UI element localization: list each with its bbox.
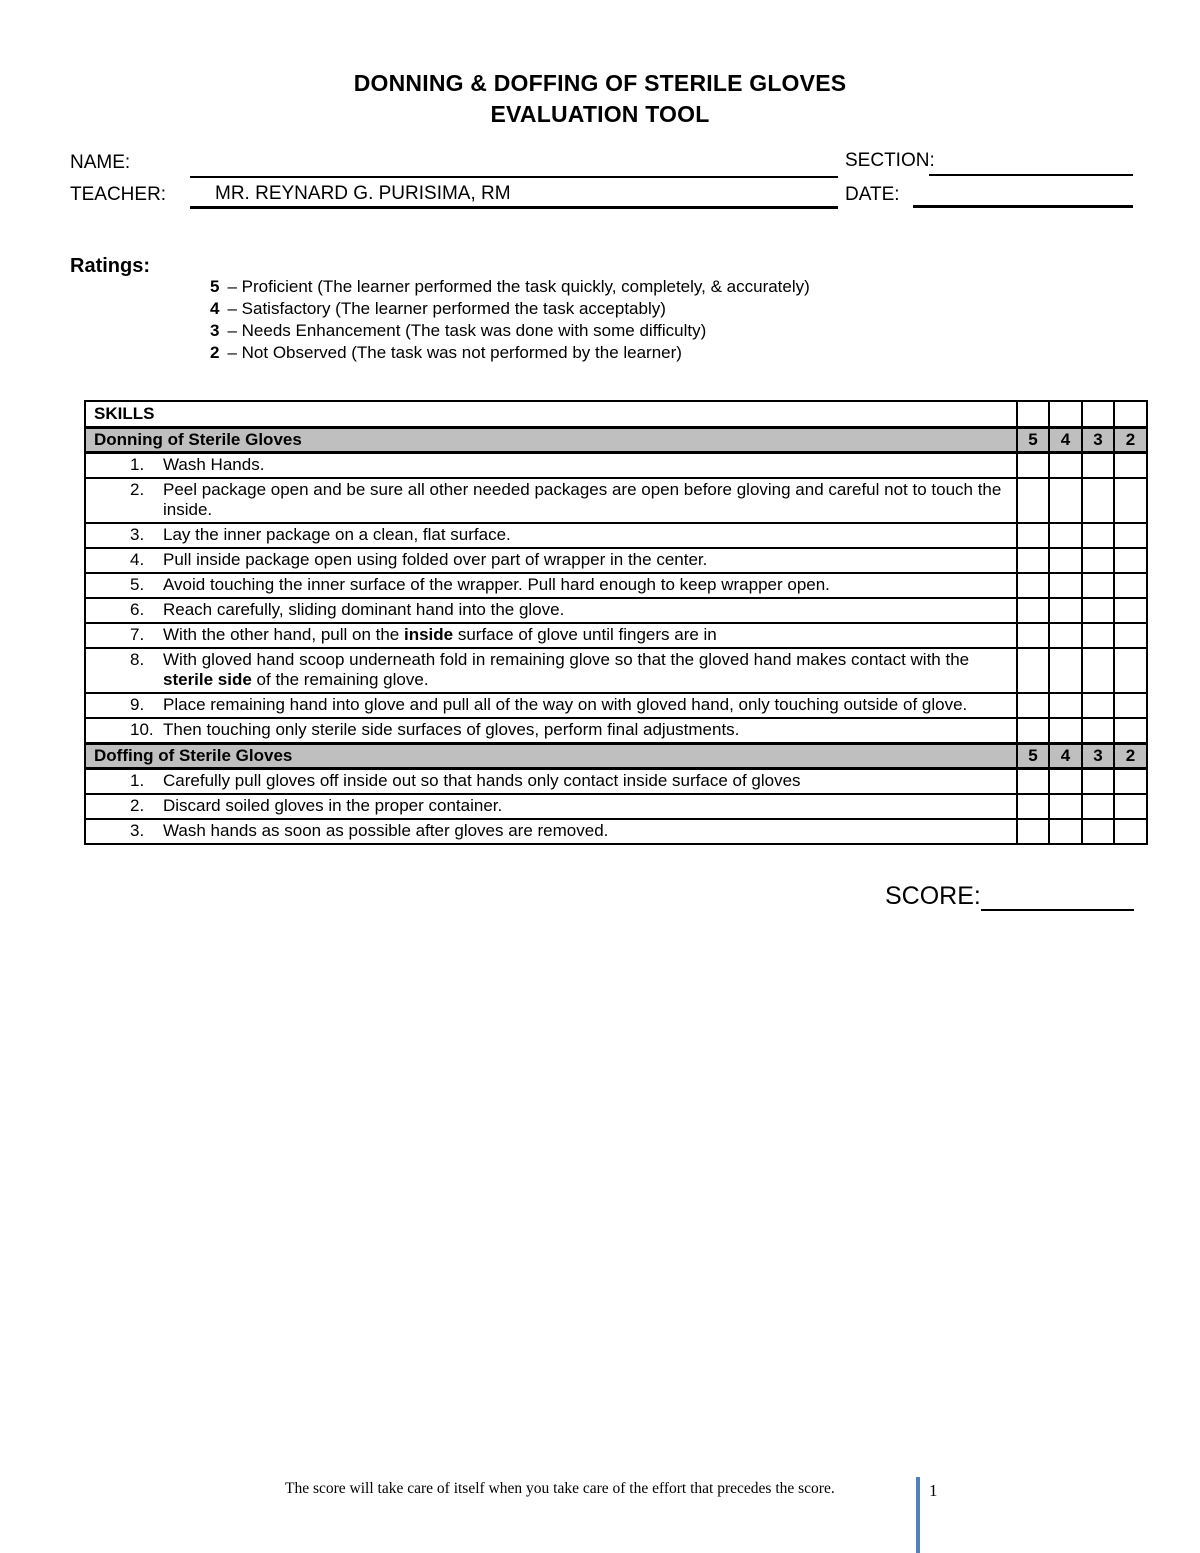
- rating-cell[interactable]: [1049, 693, 1082, 718]
- skill-item-row: [85, 693, 1147, 718]
- rating-cell[interactable]: [1017, 523, 1049, 548]
- rating-cell[interactable]: [1114, 794, 1147, 819]
- rating-cell[interactable]: [1114, 648, 1147, 693]
- rating-cell[interactable]: [1082, 453, 1114, 479]
- skill-text: With the other hand, pull on the inside surface of glove until fingers are in: [163, 625, 717, 644]
- skill-text: Reach carefully, sliding dominant hand into the glove.: [163, 600, 565, 619]
- skill-text: Wash hands as soon as possible after gloves are removed.: [163, 821, 609, 840]
- skill-item: [85, 819, 1017, 844]
- skill-number: 2.: [130, 480, 145, 499]
- section-label: SECTION:: [845, 150, 935, 171]
- rating-cell[interactable]: [1082, 718, 1114, 744]
- rating-cell[interactable]: [1017, 478, 1049, 523]
- date-label: DATE:: [845, 184, 900, 205]
- score-row: [885, 879, 1134, 911]
- rating-cell[interactable]: [1017, 573, 1049, 598]
- teacher-label: TEACHER:: [70, 184, 167, 205]
- document-subtitle: EVALUATION TOOL: [490, 101, 710, 127]
- skill-text: Pull inside package open using folded over part of wrapper in the center.: [163, 550, 708, 569]
- skill-text: With gloved hand scoop underneath fold in remaining glove so that the gloved hand makes contact with the sterile side of the remaining glove.: [163, 650, 970, 689]
- rating-cell[interactable]: [1114, 548, 1147, 573]
- rating-cell[interactable]: [1082, 819, 1114, 844]
- rating-scale-label: 5: [1017, 428, 1049, 453]
- rating-cell[interactable]: [1049, 598, 1082, 623]
- skill-number: 8.: [130, 650, 145, 669]
- teacher-value: MR. REYNARD G. PURISIMA, RM: [215, 183, 511, 204]
- skill-text: Peel package open and be sure all other needed packages are open before gloving and careful not to touch the inside.: [163, 480, 1002, 519]
- skill-item-row: [85, 648, 1147, 693]
- rating-desc: – Proficient (The learner performed the task quickly, completely, & accurately): [227, 277, 810, 296]
- rating-cell[interactable]: [1114, 623, 1147, 648]
- skill-item-row: [85, 453, 1147, 479]
- rating-cell[interactable]: [1082, 693, 1114, 718]
- rating-cell[interactable]: [1082, 598, 1114, 623]
- rating-cell[interactable]: [1114, 693, 1147, 718]
- skill-item: [85, 478, 1017, 523]
- rating-cell[interactable]: [1049, 648, 1082, 693]
- skill-item: [85, 573, 1017, 598]
- rating-cell[interactable]: [1017, 623, 1049, 648]
- rating-cell[interactable]: [1017, 598, 1049, 623]
- rating-cell[interactable]: [1049, 794, 1082, 819]
- score-blank[interactable]: [981, 879, 1134, 911]
- rating-cell[interactable]: [1017, 693, 1049, 718]
- footer-quote: The score will take care of itself when you take care of the effort that precedes the score.: [285, 1480, 835, 1497]
- skill-item-row: [85, 478, 1147, 523]
- section-blank[interactable]: [929, 152, 1133, 176]
- skill-item: [85, 548, 1017, 573]
- rating-cell[interactable]: [1114, 819, 1147, 844]
- ratings-list: [210, 276, 810, 364]
- name-label: NAME:: [70, 152, 131, 173]
- rating-cell[interactable]: [1114, 401, 1147, 428]
- skill-item-row: [85, 573, 1147, 598]
- skill-item: [85, 718, 1017, 744]
- skill-item: [85, 693, 1017, 718]
- rating-cell[interactable]: [1017, 648, 1049, 693]
- rating-cell[interactable]: [1017, 548, 1049, 573]
- document-title: DONNING & DOFFING OF STERILE GLOVES: [353, 70, 847, 96]
- rating-scale-label: 4: [1049, 744, 1082, 769]
- rating-cell[interactable]: [1017, 718, 1049, 744]
- skill-text: Avoid touching the inner surface of the wrapper. Pull hard enough to keep wrapper open.: [163, 575, 830, 594]
- skill-number: 5.: [130, 575, 145, 594]
- skills-header-row: [85, 401, 1147, 428]
- section-title: Donning of Sterile Gloves: [85, 428, 1017, 453]
- skill-item: [85, 453, 1017, 479]
- rating-score: 5: [210, 277, 220, 296]
- rating-scale-label: 3: [1082, 744, 1114, 769]
- rating-cell[interactable]: [1049, 718, 1082, 744]
- footer-divider-bar: [916, 1477, 920, 1553]
- rating-scale-label: 3: [1082, 428, 1114, 453]
- skills-header-label: SKILLS: [85, 401, 1017, 428]
- skill-item: [85, 769, 1017, 795]
- skill-number: 1.: [130, 455, 145, 474]
- rating-cell[interactable]: [1017, 401, 1049, 428]
- rating-scale-label: 5: [1017, 744, 1049, 769]
- rating-cell[interactable]: [1114, 598, 1147, 623]
- rating-cell[interactable]: [1082, 401, 1114, 428]
- skills-table: [84, 400, 1148, 845]
- rating-cell[interactable]: [1049, 769, 1082, 795]
- rating-scale-label: 2: [1114, 428, 1147, 453]
- skill-number: 4.: [130, 550, 145, 569]
- rating-cell[interactable]: [1114, 769, 1147, 795]
- rating-cell[interactable]: [1049, 548, 1082, 573]
- skill-number: 2.: [130, 796, 145, 815]
- date-blank[interactable]: [913, 182, 1133, 208]
- title-block: [0, 68, 1200, 130]
- skill-number: 10.: [130, 720, 154, 739]
- rating-desc: – Needs Enhancement (The task was done with some difficulty): [227, 321, 707, 340]
- rating-cell[interactable]: [1017, 769, 1049, 795]
- rating-item: [210, 276, 810, 298]
- skill-item-row: [85, 769, 1147, 795]
- skill-number: 6.: [130, 600, 145, 619]
- teacher-blank[interactable]: [190, 183, 838, 209]
- rating-cell[interactable]: [1017, 819, 1049, 844]
- rating-cell[interactable]: [1114, 718, 1147, 744]
- skill-text: Wash Hands.: [163, 455, 265, 474]
- skill-text: Carefully pull gloves off inside out so that hands only contact inside surface of gloves: [163, 771, 801, 790]
- skill-item-row: [85, 718, 1147, 744]
- ratings-heading: Ratings:: [70, 255, 150, 277]
- skill-item: [85, 623, 1017, 648]
- section-header-row: [85, 428, 1147, 453]
- rating-cell[interactable]: [1017, 453, 1049, 479]
- skill-item: [85, 598, 1017, 623]
- name-blank[interactable]: [190, 154, 838, 178]
- rating-cell[interactable]: [1114, 478, 1147, 523]
- score-label: SCORE:: [885, 882, 981, 910]
- skill-item-row: [85, 794, 1147, 819]
- rating-cell[interactable]: [1082, 794, 1114, 819]
- rating-cell[interactable]: [1082, 769, 1114, 795]
- skill-number: 9.: [130, 695, 145, 714]
- rating-score: 2: [210, 343, 220, 362]
- rating-scale-label: 2: [1114, 744, 1147, 769]
- skill-text: Lay the inner package on a clean, flat surface.: [163, 525, 511, 544]
- rating-cell[interactable]: [1049, 401, 1082, 428]
- rating-item: [210, 298, 810, 320]
- rating-cell[interactable]: [1017, 794, 1049, 819]
- skill-item: [85, 523, 1017, 548]
- rating-score: 4: [210, 299, 220, 318]
- rating-desc: – Not Observed (The task was not performed by the learner): [227, 343, 682, 362]
- rating-cell[interactable]: [1082, 573, 1114, 598]
- rating-cell[interactable]: [1049, 623, 1082, 648]
- rating-item: [210, 342, 810, 364]
- rating-cell[interactable]: [1082, 648, 1114, 693]
- rating-cell[interactable]: [1082, 478, 1114, 523]
- skill-number: 7.: [130, 625, 145, 644]
- rating-cell[interactable]: [1082, 548, 1114, 573]
- rating-desc: – Satisfactory (The learner performed the task acceptably): [227, 299, 666, 318]
- skill-item: [85, 794, 1017, 819]
- rating-cell[interactable]: [1049, 819, 1082, 844]
- page-number: 1: [929, 1481, 938, 1500]
- skills-table-container: [84, 400, 1146, 845]
- rating-cell[interactable]: [1049, 453, 1082, 479]
- rating-item: [210, 320, 810, 342]
- skill-number: 3.: [130, 821, 145, 840]
- rating-cell[interactable]: [1114, 523, 1147, 548]
- skill-item: [85, 648, 1017, 693]
- skill-item-row: [85, 819, 1147, 844]
- skill-item-row: [85, 548, 1147, 573]
- rating-scale-label: 4: [1049, 428, 1082, 453]
- skill-item-row: [85, 598, 1147, 623]
- skill-item-row: [85, 523, 1147, 548]
- skill-number: 1.: [130, 771, 145, 790]
- rating-cell[interactable]: [1082, 623, 1114, 648]
- skill-text: Discard soiled gloves in the proper container.: [163, 796, 503, 815]
- skill-item-row: [85, 623, 1147, 648]
- rating-cell[interactable]: [1049, 573, 1082, 598]
- rating-cell[interactable]: [1114, 573, 1147, 598]
- rating-cell[interactable]: [1082, 523, 1114, 548]
- section-title: Doffing of Sterile Gloves: [85, 744, 1017, 769]
- rating-score: 3: [210, 321, 220, 340]
- rating-cell[interactable]: [1114, 453, 1147, 479]
- skill-text: Then touching only sterile side surfaces of gloves, perform final adjustments.: [163, 720, 740, 739]
- skill-text: Place remaining hand into glove and pull all of the way on with gloved hand, only touching outside of glove.: [163, 695, 968, 714]
- rating-cell[interactable]: [1049, 478, 1082, 523]
- skill-number: 3.: [130, 525, 145, 544]
- rating-cell[interactable]: [1049, 523, 1082, 548]
- section-header-row: [85, 744, 1147, 769]
